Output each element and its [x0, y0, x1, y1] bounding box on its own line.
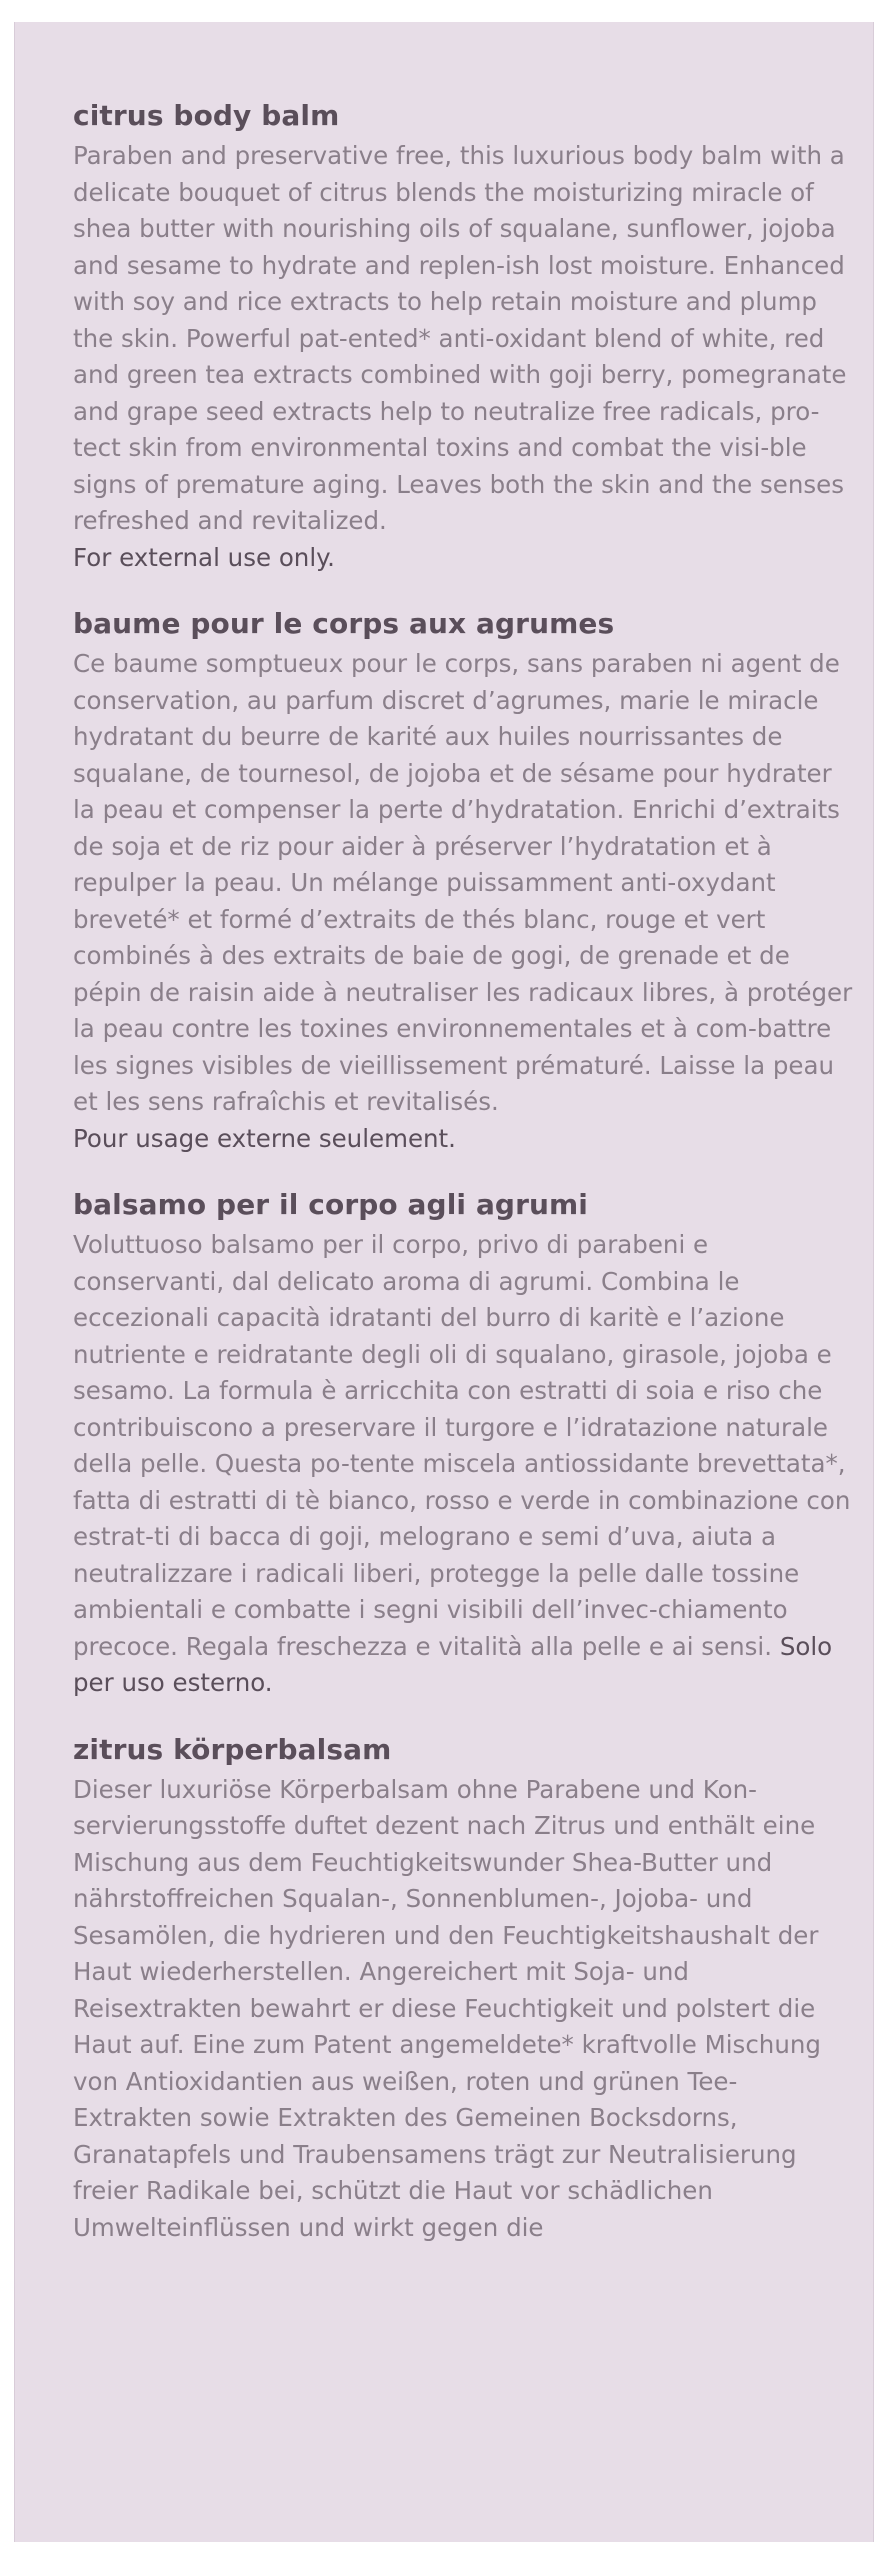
section-german	[73, 1732, 853, 2247]
section-body: Dieser luxuriöse Körperbalsam ohne Parabene und Kon-servierungsstoffe duftet dezent nach Zitrus und enthält eine Mischung aus dem Feuchtigkeitswunder Shea-Butter und nährstoffreichen Squalan-, Sonnenblumen-, Jojoba- und Sesamölen, die hydrieren und den Feuchtigkeitshaushalt der Haut wiederherstellen. Angereichert mit Soja- und Reisextrakten bewahrt er diese Feuchtigkeit und polstert die Haut auf. Eine zum Patent angemeldete* kraftvolle Mischung von Antioxidantien aus weißen, roten und grünen Tee-Extrakten sowie Extrakten des Gemeinen Bocksdorns, Granatapfels und Traubensamens trägt zur Neutralisierung freier Radikale bei, schützt die Haut vor schädlichen Umwelteinflüssen und wirkt gegen die	[73, 1774, 821, 2242]
section-english	[73, 98, 853, 576]
section-heading: citrus body balm	[73, 99, 340, 132]
section-body-text: Voluttuoso balsamo per il corpo, privo di parabeni e conservanti, dal delicato aroma di agrumi. Combina le eccezionali capacità idratanti del burro di karitè e l’azione nutriente e reidratante degli oli di squalano, girasole, jojoba e sesamo. La formula è arricchita con estratti di soia e riso che contribuiscono a preservare il turgore e l’idratazione naturale della pelle. Questa po-tente miscela antiossidante brevettata*, fatta di estratti di tè bianco, rosso e verde in combinazione con estrat-ti di bacca di goji, melograno e semi d’uva, aiuta a neutralizzare i radicali liberi, protegge la pelle dalle tossine ambientali e combatte i segni visibili dell’invec-chiamento precoce. Regala freschezza e vitalità alla pelle e ai sensi.	[73, 1230, 851, 1661]
section-heading: zitrus körperbalsam	[73, 1732, 392, 1766]
section-french	[73, 606, 853, 1157]
text-content	[73, 80, 853, 2246]
section-body	[73, 1227, 853, 1702]
section-note: Solo per uso esterno.	[73, 1631, 833, 1697]
section-heading: baume pour le corps aux agrumes	[73, 607, 615, 640]
section-body: Paraben and preservative free, this luxurious body balm with a delicate bouquet of citrus blends the moisturizing miracle of shea butter with nourishing oils of squalane, sunflower, jojoba and sesame to hydrate and replen-ish lost moisture. Enhanced with soy and rice extracts to help retain moisture and plump the skin. Powerful pat-ented* anti-oxidant blend of white, red and green tea extracts combined with goji berry, pomegranate and grape seed extracts help to neutralize free radicals, pro-tect skin from environmental toxins and combat the visi-ble signs of premature aging. Leaves both the skin and the senses refreshed and revitalized.	[73, 141, 847, 535]
section-body: Ce baume somptueux pour le corps, sans paraben ni agent de conservation, au parfum discret d’agrumes, marie le miracle hydratant du beurre de karité aux huiles nourrissantes de squalane, de tournesol, de jojoba et de sésame pour hydrater la peau et compenser la perte d’hydratation. Enrichi d’extraits de soja et de riz pour aider à préserver l’hydratation et à repulper la peau. Un mélange puissamment anti-oxydant breveté* et formé d’extraits de thés blanc, rouge et vert combinés à des extraits de baie de gogi, de grenade et de pépin de raisin aide à neutraliser les radicaux libres, à protéger la peau contre les toxines environnementales et à com-battre les signes visibles de vieillissement prématuré. Laisse la peau et les sens rafraîchis et revitalisés.	[73, 649, 853, 1116]
section-note: Pour usage externe seulement.	[73, 1123, 456, 1153]
section-italian	[73, 1187, 853, 1702]
package-panel	[14, 22, 874, 2542]
section-note: For external use only.	[73, 542, 335, 572]
section-heading: balsamo per il corpo agli agrumi	[73, 1188, 588, 1221]
